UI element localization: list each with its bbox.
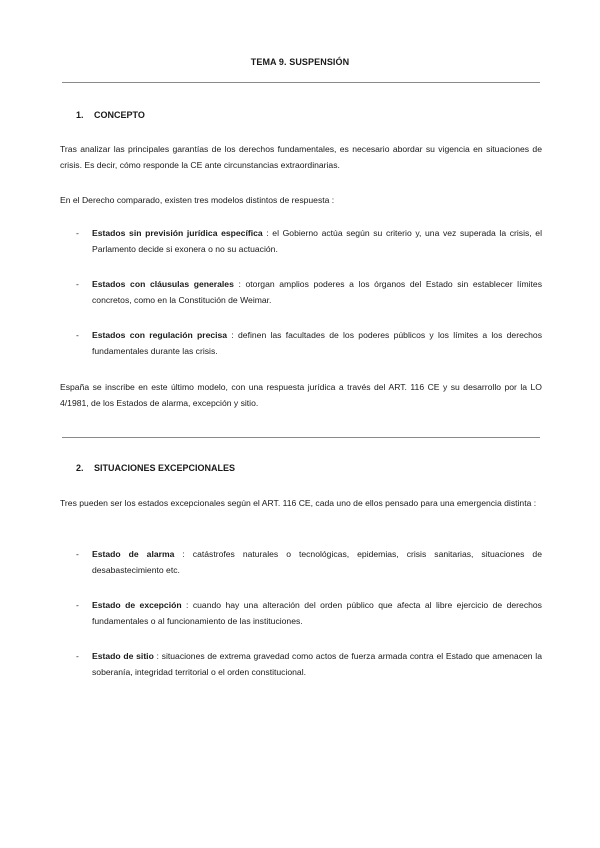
paragraph: En el Derecho comparado, existen tres modelos distintos de respuesta : (60, 195, 335, 205)
section-title: CONCEPTO (94, 110, 145, 120)
section-title: SITUACIONES EXCEPCIONALES (94, 463, 236, 473)
bullet-term: Estado de excepción (92, 600, 182, 610)
bullet-text: : cuando hay una alteración del orden público que afecta al libre ejercicio de derechos fundamentales o al funcionamiento de las instituciones. (92, 600, 542, 626)
bullet-dash: - (76, 600, 79, 610)
divider (62, 82, 540, 83)
bullet-dash: - (76, 228, 79, 238)
bullet-term: Estado de sitio (92, 651, 154, 661)
list-item (76, 648, 542, 680)
bullet-term: Estados con cláusulas generales (92, 279, 234, 289)
section-heading-situaciones (76, 463, 235, 473)
bullet-text: : catástrofes naturales o tecnológicas, epidemias, crisis sanitarias, situaciones de desabastecimiento etc. (92, 549, 542, 575)
bullet-text: : definen las facultades de los poderes públicos y los límites a los derechos fundamentales durante las crisis. (92, 330, 543, 356)
bullet-text: : el Gobierno actúa según su criterio y, una vez superada la crisis, el Parlamento decide si exonera o no su actuación. (92, 228, 543, 254)
list-item (76, 597, 542, 629)
section-heading-concepto (76, 110, 145, 120)
bullet-text: : situaciones de extrema gravedad como actos de fuerza armada contra el Estado que amenacen la soberanía, integridad territorial o el orden constitucional. (92, 651, 542, 677)
bullet-dash: - (76, 330, 79, 340)
divider (62, 437, 540, 438)
list-item (76, 225, 542, 257)
bullet-term: Estados sin previsión jurídica específica (92, 228, 263, 238)
section-number: 1. (76, 110, 84, 120)
page-title: TEMA 9. SUSPENSIÓN (250, 57, 350, 67)
bullet-term: Estados con regulación precisa (92, 330, 228, 340)
bullet-term: Estado de alarma (92, 549, 175, 559)
bullet-dash: - (76, 279, 79, 289)
bullet-text: : otorgan amplios poderes a los órganos del Estado sin establecer límites concretos, como en la Constitución de Weimar. (92, 279, 542, 305)
list-item (76, 276, 542, 308)
paragraph: Tras analizar las principales garantías de los derechos fundamentales, es necesario abordar su vigencia en situaciones de crisis. Es decir, cómo responde la CE ante circunstancias extraordinarias. (60, 144, 542, 170)
list-item (76, 546, 542, 578)
list-item (76, 327, 542, 359)
bullet-dash: - (76, 549, 79, 559)
paragraph: España se inscribe en este último modelo, con una respuesta jurídica a través del ART. 116 CE y su desarrollo por la LO 4/1981, de los Estados de alarma, excepción y sitio. (60, 382, 542, 408)
paragraph: Tres pueden ser los estados excepcionales según el ART. 116 CE, cada uno de ellos pensado para una emergencia distinta : (60, 498, 537, 508)
bullet-dash: - (76, 651, 79, 661)
section-number: 2. (76, 463, 84, 473)
